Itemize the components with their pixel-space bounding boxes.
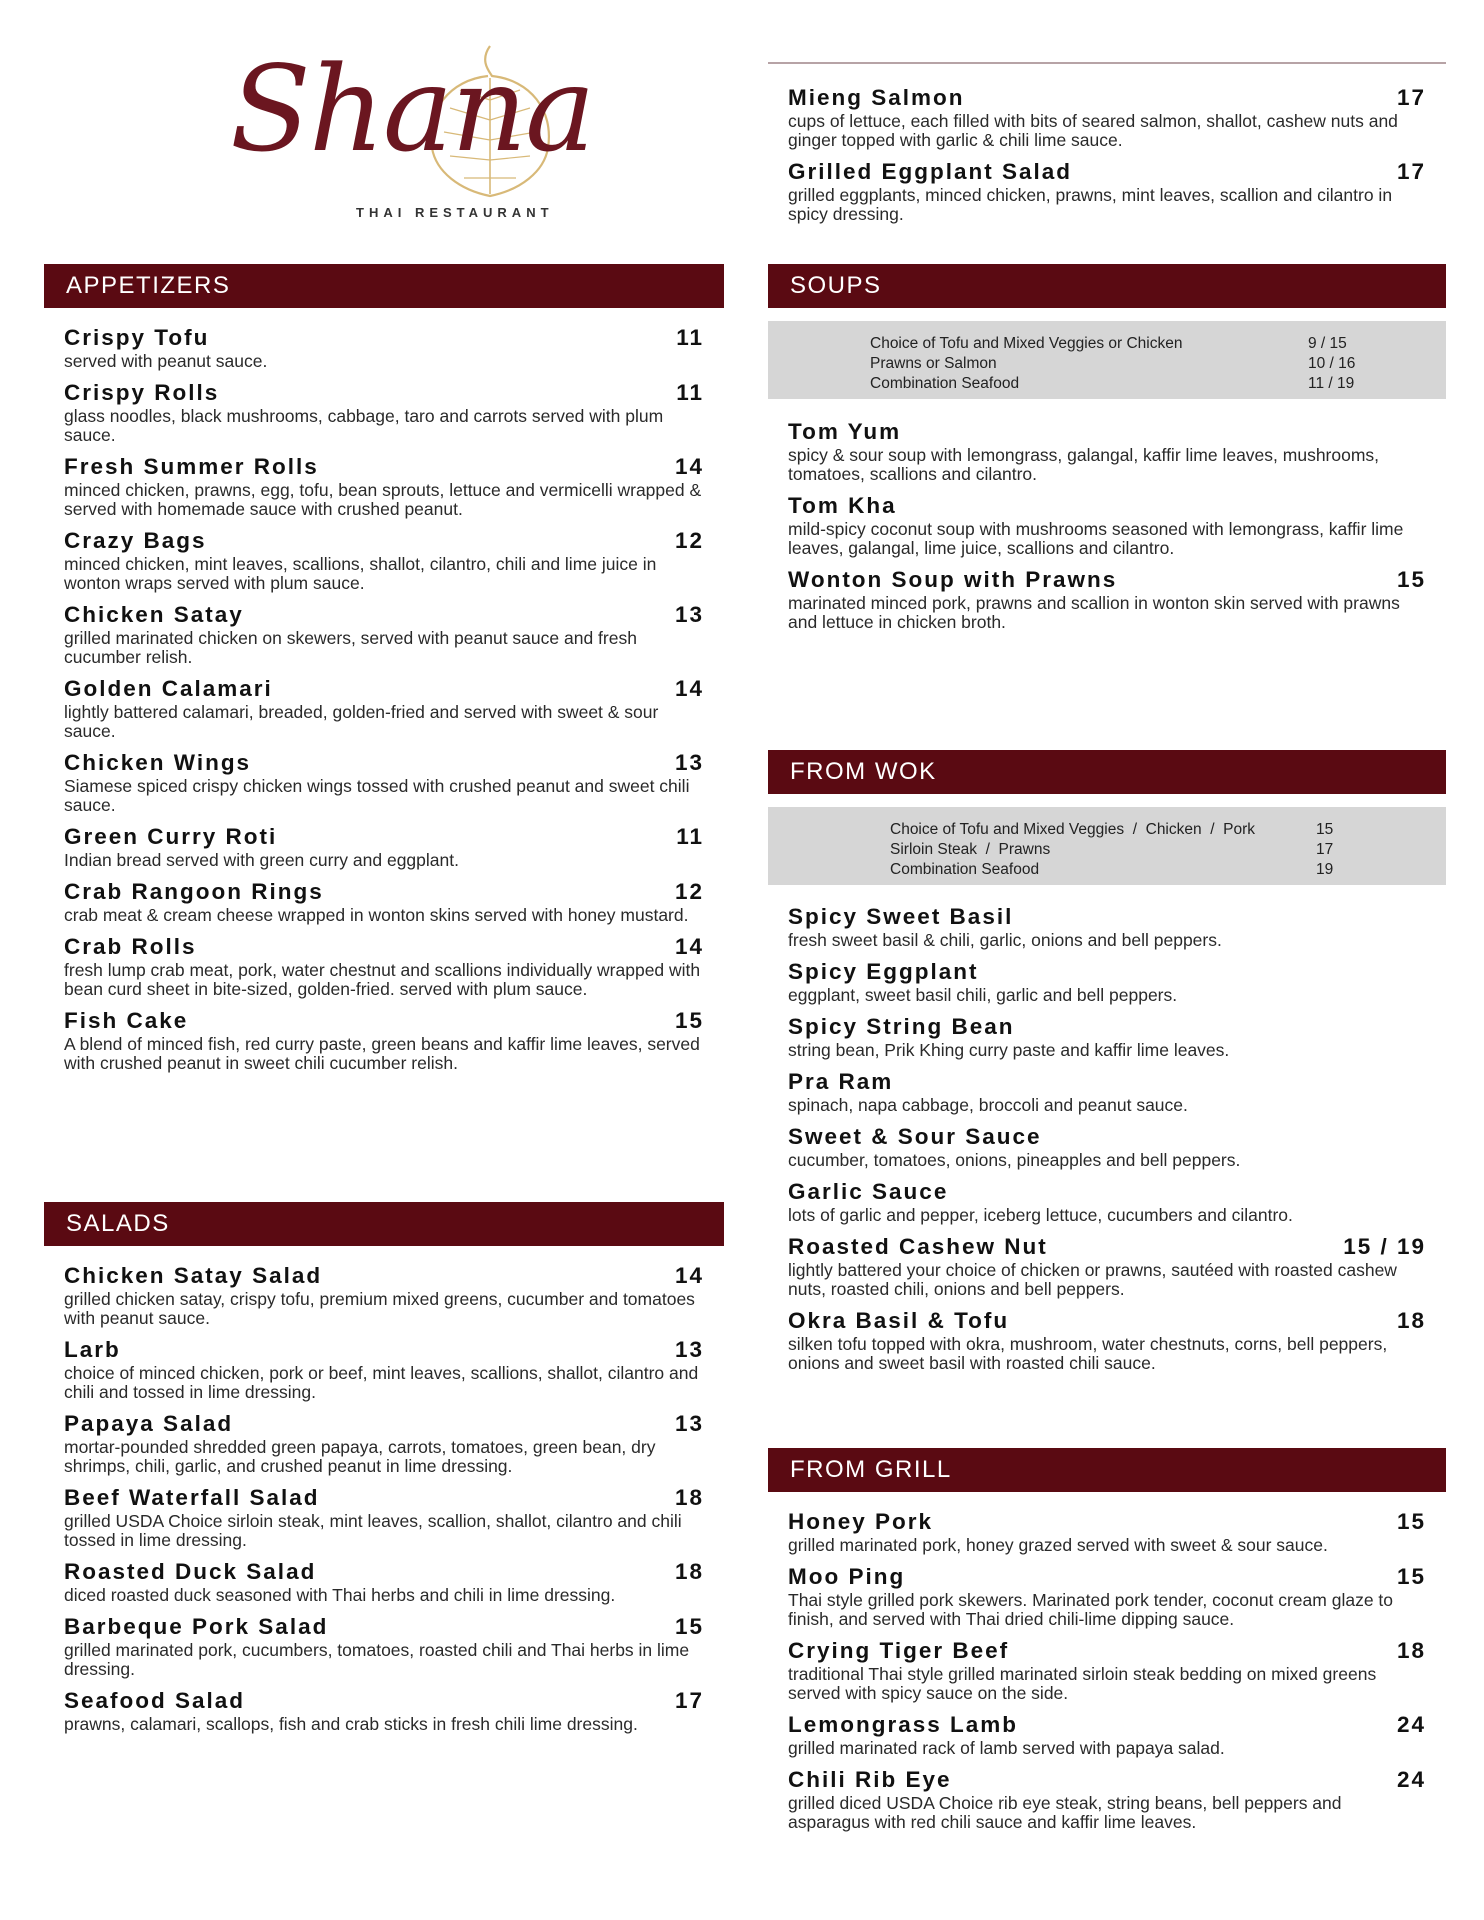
menu-item-header: [64, 675, 704, 703]
menu-item-header: [788, 958, 1426, 986]
menu-item-header: [64, 878, 704, 906]
menu-item-name: Barbeque Pork Salad: [64, 1614, 329, 1639]
menu-item-name: Sweet & Sour Sauce: [788, 1124, 1042, 1149]
menu-item-header: [788, 1711, 1426, 1739]
menu-item-description: grilled marinated rack of lamb served with papaya salad.: [788, 1738, 1225, 1758]
menu-item-price: 17: [674, 1688, 704, 1713]
menu-item-description: mild-spicy coconut soup with mushrooms seasoned with lemongrass, kaffir lime leaves, galangal, lime juice, scallions and cilantro.: [788, 519, 1404, 558]
menu-item-price: 24: [1396, 1712, 1426, 1737]
price-choice-price: 9 / 15: [1308, 335, 1347, 352]
menu-item-header: [64, 1007, 704, 1035]
menu-item: [64, 1558, 704, 1605]
salads-list: [64, 1262, 704, 1742]
menu-item-header: [64, 823, 704, 851]
menu-item-name: Pra Ram: [788, 1069, 894, 1094]
section-header-appetizers: APPETIZERS: [44, 264, 724, 308]
menu-item-price: 18: [1396, 1638, 1426, 1663]
menu-item: [788, 1637, 1426, 1703]
menu-item-description: silken tofu topped with okra, mushroom, water chestnuts, corns, bell peppers, onions and sweet basil with roasted chili sauce.: [788, 1334, 1388, 1373]
menu-item-header: [64, 527, 704, 555]
menu-item-name: Tom Kha: [788, 493, 897, 518]
menu-item-name: Tom Yum: [788, 419, 902, 444]
menu-item: [788, 158, 1426, 224]
menu-item-name: Golden Calamari: [64, 676, 273, 701]
section-header-grill: FROM GRILL: [768, 1448, 1446, 1492]
menu-item-header: [788, 158, 1426, 186]
menu-item-description: Thai style grilled pork skewers. Marinated pork tender, coconut cream glaze to finish, and served with Thai dried chili-lime dipping sauce.: [788, 1590, 1394, 1629]
menu-item: [64, 1336, 704, 1402]
menu-item: [788, 1233, 1426, 1299]
menu-item-header: [64, 601, 704, 629]
menu-item: [64, 379, 704, 445]
menu-item-header: [788, 1178, 1426, 1206]
salads-continued-list: [788, 84, 1426, 232]
menu-item-header: [64, 1262, 704, 1290]
menu-item-description: grilled chicken satay, crispy tofu, premium mixed greens, cucumber and tomatoes with peanut sauce.: [64, 1289, 695, 1328]
menu-item: [788, 1123, 1426, 1170]
menu-item: [788, 492, 1426, 558]
menu-item-description: Siamese spiced crispy chicken wings tossed with crushed peanut and sweet chili sauce.: [64, 776, 690, 815]
menu-item-name: Lemongrass Lamb: [788, 1712, 1019, 1737]
menu-item: [64, 933, 704, 999]
menu-item-price: 11: [676, 325, 704, 350]
menu-item-name: Papaya Salad: [64, 1411, 234, 1436]
menu-item: [64, 1410, 704, 1476]
soups-price-box: [768, 321, 1446, 399]
price-choice-price: 10 / 16: [1308, 355, 1356, 372]
menu-item-description: mortar-pounded shredded green papaya, carrots, tomatoes, green bean, dry shrimps, chili, garlic, and crushed peanut in lime dressing.: [64, 1437, 656, 1476]
logo-tagline: THAI RESTAURANT: [356, 205, 554, 220]
top-divider: [768, 62, 1446, 64]
menu-item-description: cucumber, tomatoes, onions, pineapples and bell peppers.: [788, 1150, 1241, 1170]
menu-item: [64, 1484, 704, 1550]
menu-item: [64, 601, 704, 667]
menu-item-name: Green Curry Roti: [64, 824, 278, 849]
menu-item-description: spinach, napa cabbage, broccoli and peanut sauce.: [788, 1095, 1188, 1115]
price-choice-price: 19: [1316, 861, 1334, 878]
menu-item-name: Chili Rib Eye: [788, 1767, 952, 1792]
menu-item: [788, 1013, 1426, 1060]
menu-item-description: glass noodles, black mushrooms, cabbage, taro and carrots served with plum sauce.: [64, 406, 664, 445]
menu-item-description: lightly battered your choice of chicken or prawns, sautéed with roasted cashew nuts, roasted chili, onions and bell peppers.: [788, 1260, 1397, 1299]
menu-item-description: eggplant, sweet basil chili, garlic and bell peppers.: [788, 985, 1178, 1005]
menu-item-name: Crying Tiger Beef: [788, 1638, 1010, 1663]
menu-item-header: [64, 1558, 704, 1586]
menu-item-name: Honey Pork: [788, 1509, 934, 1534]
menu-item-header: [788, 1013, 1426, 1041]
menu-item-name: Grilled Eggplant Salad: [788, 159, 1073, 184]
menu-item: [788, 958, 1426, 1005]
menu-item-header: [788, 1068, 1426, 1096]
menu-item-description: grilled marinated pork, cucumbers, tomatoes, roasted chili and Thai herbs in lime dressing.: [64, 1640, 690, 1679]
menu-item-name: Crispy Rolls: [64, 380, 220, 405]
menu-item-header: [788, 418, 1426, 446]
price-choice-label: Combination Seafood: [870, 375, 1020, 392]
menu-item: [788, 1766, 1426, 1832]
price-choice-price: 17: [1316, 841, 1334, 858]
menu-item: [788, 1508, 1426, 1555]
menu-item: [788, 84, 1426, 150]
menu-item-description: prawns, calamari, scallops, fish and crab sticks in fresh chili lime dressing.: [64, 1714, 638, 1734]
menu-item-description: minced chicken, prawns, egg, tofu, bean sprouts, lettuce and vermicelli wrapped & served with homemade sauce with crushed peanut.: [64, 480, 702, 519]
section-header-soups: SOUPS: [768, 264, 1446, 308]
menu-item-name: Crispy Tofu: [64, 325, 210, 350]
menu-item-name: Chicken Wings: [64, 750, 252, 775]
menu-item-name: Spicy Sweet Basil: [788, 904, 1014, 929]
menu-item-name: Fish Cake: [64, 1008, 189, 1033]
menu-item-header: [64, 1613, 704, 1641]
menu-item-price: 13: [674, 1337, 704, 1362]
menu-item-name: Garlic Sauce: [788, 1179, 949, 1204]
menu-item-name: Chicken Satay Salad: [64, 1263, 323, 1288]
menu-item-header: [64, 1484, 704, 1512]
menu-item: [64, 527, 704, 593]
menu-item: [64, 749, 704, 815]
menu-item-name: Larb: [64, 1337, 121, 1362]
section-header-salads: SALADS: [44, 1202, 724, 1246]
menu-item-description: traditional Thai style grilled marinated sirloin steak bedding on mixed greens served with spicy sauce on the side.: [788, 1664, 1377, 1703]
menu-item: [64, 823, 704, 870]
menu-item-description: crab meat & cream cheese wrapped in wonton skins served with honey mustard.: [64, 905, 689, 925]
menu-item: [788, 1068, 1426, 1115]
menu-item-description: grilled eggplants, minced chicken, prawns, mint leaves, scallion and cilantro in spicy dressing.: [788, 185, 1393, 224]
menu-item-description: choice of minced chicken, pork or beef, mint leaves, scallions, shallot, cilantro and chili and tossed in lime dressing.: [64, 1363, 699, 1402]
menu-item-price: 24: [1396, 1767, 1426, 1792]
menu-item-description: grilled USDA Choice sirloin steak, mint leaves, scallion, shallot, cilantro and chili tossed in lime dressing.: [64, 1511, 682, 1550]
menu-item-header: [788, 1563, 1426, 1591]
grill-list: [788, 1508, 1426, 1840]
menu-item-header: [788, 1766, 1426, 1794]
price-choice-price: 15: [1316, 821, 1334, 838]
menu-item: [64, 1687, 704, 1734]
menu-item-price: 13: [674, 602, 704, 627]
menu-item: [788, 1563, 1426, 1629]
menu-item-name: Crab Rangoon Rings: [64, 879, 324, 904]
menu-item-header: [788, 1508, 1426, 1536]
restaurant-logo: [230, 40, 594, 230]
menu-item-header: [788, 492, 1426, 520]
price-choice-label: Combination Seafood: [890, 861, 1040, 878]
menu-item-price: 18: [674, 1559, 704, 1584]
menu-item-price: 14: [674, 454, 704, 479]
menu-item: [64, 324, 704, 371]
price-choice-label: Sirloin Steak / Prawns: [890, 841, 1051, 858]
menu-item-description: grilled marinated chicken on skewers, served with peanut sauce and fresh cucumber relish.: [64, 628, 637, 667]
menu-item-description: fresh sweet basil & chili, garlic, onions and bell peppers.: [788, 930, 1222, 950]
menu-item-price: 18: [674, 1485, 704, 1510]
menu-item-description: grilled marinated pork, honey grazed served with sweet & sour sauce.: [788, 1535, 1328, 1555]
menu-item-description: lots of garlic and pepper, iceberg lettuce, cucumbers and cilantro.: [788, 1205, 1293, 1225]
menu-item-header: [788, 1123, 1426, 1151]
menu-item: [788, 1307, 1426, 1373]
menu-item-description: lightly battered calamari, breaded, golden-fried and served with sweet & sour sauce.: [64, 702, 659, 741]
menu-item-header: [64, 453, 704, 481]
menu-item-name: Seafood Salad: [64, 1688, 246, 1713]
menu-item-price: 11: [676, 824, 704, 849]
menu-item-header: [64, 1336, 704, 1364]
menu-item-header: [64, 324, 704, 352]
menu-item-description: cups of lettuce, each filled with bits of seared salmon, shallot, cashew nuts and ginger topped with garlic & chili lime sauce.: [788, 111, 1398, 150]
price-choice-label: Choice of Tofu and Mixed Veggies / Chicken / Pork: [890, 821, 1256, 838]
menu-item: [788, 903, 1426, 950]
menu-item-header: [64, 749, 704, 777]
menu-item-name: Crab Rolls: [64, 934, 197, 959]
menu-item-name: Chicken Satay: [64, 602, 244, 627]
menu-item-price: 17: [1396, 85, 1426, 110]
menu-item-description: marinated minced pork, prawns and scallion in wonton skin served with prawns and lettuce in chicken broth.: [788, 593, 1400, 632]
menu-item-price: 15: [1396, 1564, 1426, 1589]
menu-item-price: 14: [674, 1263, 704, 1288]
menu-item-header: [788, 84, 1426, 112]
menu-item-price: 18: [1396, 1308, 1426, 1333]
menu-item-name: Beef Waterfall Salad: [64, 1485, 320, 1510]
menu-item-header: [788, 1233, 1426, 1261]
menu-item-description: diced roasted duck seasoned with Thai herbs and chili in lime dressing.: [64, 1585, 616, 1605]
menu-item-price: 17: [1396, 159, 1426, 184]
menu-item-name: Roasted Duck Salad: [64, 1559, 317, 1584]
menu-item: [64, 453, 704, 519]
menu-item-header: [64, 1410, 704, 1438]
menu-item-description: grilled diced USDA Choice rib eye steak, string beans, bell peppers and asparagus with red chili sauce and kaffir lime leaves.: [788, 1793, 1342, 1832]
menu-item-name: Wonton Soup with Prawns: [788, 567, 1118, 592]
menu-item-price: 15: [674, 1614, 704, 1639]
menu-item: [64, 1007, 704, 1073]
appetizers-list: [64, 324, 704, 1081]
menu-item-header: [64, 933, 704, 961]
menu-item-name: Spicy Eggplant: [788, 959, 979, 984]
menu-item-price: 12: [674, 528, 704, 553]
menu-item-price: 15: [674, 1008, 704, 1033]
menu-item-description: spicy & sour soup with lemongrass, galangal, kaffir lime leaves, mushrooms, tomatoes, scallions and cilantro.: [788, 445, 1380, 484]
wok-price-box: [768, 807, 1446, 885]
menu-item-name: Mieng Salmon: [788, 85, 965, 110]
menu-item-description: Indian bread served with green curry and eggplant.: [64, 850, 459, 870]
menu-item-description: string bean, Prik Khing curry paste and kaffir lime leaves.: [788, 1040, 1230, 1060]
wok-list: [788, 903, 1426, 1381]
menu-item-price: 15 / 19: [1343, 1234, 1426, 1259]
menu-item-header: [788, 1307, 1426, 1335]
menu-item-price: 15: [1396, 567, 1426, 592]
menu-item-price: 13: [674, 750, 704, 775]
menu-item-description: fresh lump crab meat, pork, water chestnut and scallions individually wrapped with bean curd sheet in bite-sized, golden-fried. served with plum sauce.: [64, 960, 701, 999]
menu-item-name: Crazy Bags: [64, 528, 207, 553]
menu-item-header: [788, 903, 1426, 931]
menu-item: [788, 1711, 1426, 1758]
section-header-wok: FROM WOK: [768, 750, 1446, 794]
menu-item-price: 14: [674, 934, 704, 959]
price-choice-price: 11 / 19: [1308, 375, 1355, 392]
menu-item-name: Fresh Summer Rolls: [64, 454, 319, 479]
menu-item-name: Spicy String Bean: [788, 1014, 1015, 1039]
menu-item-price: 14: [674, 676, 704, 701]
menu-item-header: [788, 1637, 1426, 1665]
menu-item-name: Okra Basil & Tofu: [788, 1308, 1010, 1333]
menu-item-price: 15: [1396, 1509, 1426, 1534]
menu-item: [64, 1613, 704, 1679]
price-choice-label: Choice of Tofu and Mixed Veggies or Chicken: [870, 335, 1183, 352]
menu-item-description: minced chicken, mint leaves, scallions, shallot, cilantro, chili and lime juice in wonton wraps served with plum sauce.: [64, 554, 657, 593]
menu-item-header: [64, 1687, 704, 1715]
menu-item: [788, 418, 1426, 484]
menu-item: [64, 1262, 704, 1328]
menu-item: [788, 566, 1426, 632]
menu-item-price: 12: [674, 879, 704, 904]
menu-item-price: 11: [676, 380, 704, 405]
menu-item-header: [64, 379, 704, 407]
menu-item: [64, 878, 704, 925]
menu-item-price: 13: [674, 1411, 704, 1436]
menu-item-description: served with peanut sauce.: [64, 351, 268, 371]
logo-wordmark: Shana: [230, 40, 594, 178]
menu-item: [788, 1178, 1426, 1225]
menu-item-header: [788, 566, 1426, 594]
menu-item-description: A blend of minced fish, red curry paste, green beans and kaffir lime leaves, served with crushed peanut in sweet chili cucumber relish.: [64, 1034, 700, 1073]
soups-list: [788, 418, 1426, 640]
price-choice-label: Prawns or Salmon: [870, 355, 997, 372]
menu-item-name: Roasted Cashew Nut: [788, 1234, 1048, 1259]
menu-item-name: Moo Ping: [788, 1564, 906, 1589]
menu-item: [64, 675, 704, 741]
